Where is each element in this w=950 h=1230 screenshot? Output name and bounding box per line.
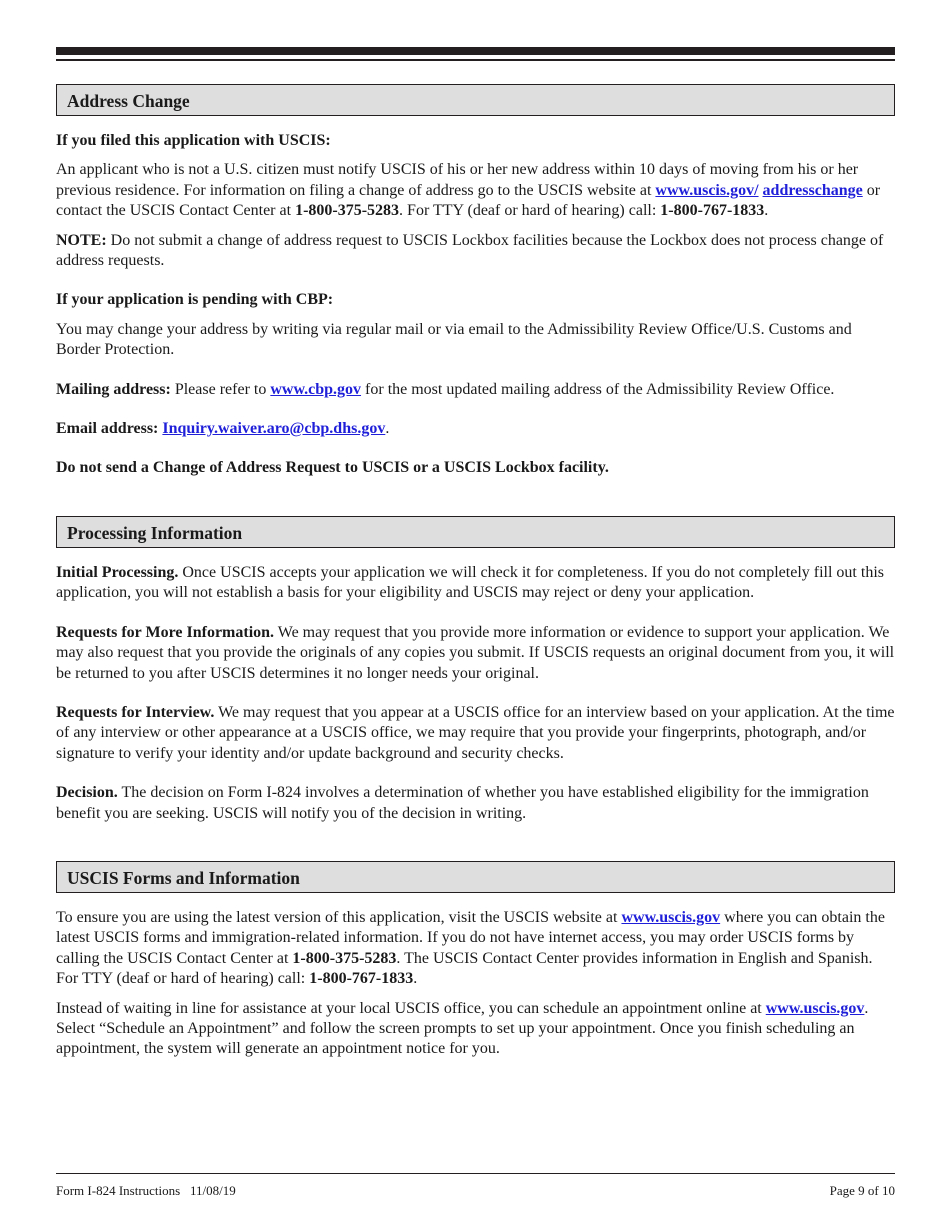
note-paragraph: NOTE: Do not submit a change of address request to USCIS Lockbox facilities because the Lockbox does not process change of address requests. [56,231,884,270]
interview-paragraph: Requests for Interview. We may request that you appear at a USCIS office for an interview based on your application. At the time of any interview or other appearance at a USCIS office, we may require that you provide your fingerprints, photograph, and/or signature to verify your identity and/or update background and security checks. [56,703,895,762]
contact-center-phone: 1-800-375-5283 [295,202,400,220]
top-rule-thin [56,59,895,61]
uscis-subhead: If you filed this application with USCIS: [56,132,331,149]
footer-rule [56,1173,895,1174]
cbp-subhead: If your application is pending with CBP: [56,291,334,309]
uscis-gov-appointment-link[interactable]: www.uscis.gov [765,999,865,1017]
more-information-paragraph: Requests for More Information. We may request that you provide more information or evidence to support your application. We may also request that you provide the originals of any copies you submit. If USCIS requests an original document from you, it will be returned to you after USCIS determines it no longer needs your original. [56,623,895,682]
cbp-paragraph: You may change your address by writing via regular mail or via email to the Admissibility Review Office/U.S. Customs and Border Protection. [56,320,852,359]
cbp-gov-link[interactable]: www.cbp.gov [270,380,362,398]
address-change-paragraph: An applicant who is not a U.S. citizen must notify USCIS of his or her new address within 10 days of moving from his or her previous residence. For information on filing a change of address go to the USCIS website at www.uscis.gov/ addresschange or contact the USCIS Contact Center at 1-800-375-5283. For TTY (deaf or hard of hearing) call: 1-800-767-1833. [56,161,881,220]
email-address-paragraph: Email address: Inquiry.waiver.aro@cbp.dhs.gov. [56,420,390,438]
document-content [56,84,895,1060]
forms-paragraph: To ensure you are using the latest version of this application, visit the USCIS website at www.uscis.gov where you can obtain the latest USCIS forms and immigration-related information. If you do not have internet access, you may order USCIS forms by calling the USCIS Contact Center at 1-800-375-5283. The USCIS Contact Center provides information in English and Spanish. For TTY (deaf or hard of hearing) call: 1-800-767-1833. [56,908,885,988]
section-header-address-change: Address Change [56,84,895,116]
uscis-gov-link[interactable]: www.uscis.gov [621,908,721,926]
initial-processing-paragraph: Initial Processing. Once USCIS accepts your application we will check it for completeness. If you do not completely fill out this application, you will not establish a basis for your eligibility and USCIS may reject or deny your application. [56,563,884,602]
document-page [56,0,895,1230]
footer-form-info: Form I-824 Instructions 11/08/19 [56,1183,236,1198]
footer-page-number: Page 9 of 10 [829,1183,895,1198]
mailing-address-paragraph: Mailing address: Please refer to www.cbp.gov for the most updated mailing address of the Admissibility Review Office. [56,380,835,398]
tty-phone: 1-800-767-1833 [660,202,765,220]
cbp-email-link[interactable]: Inquiry.waiver.aro@cbp.dhs.gov [162,420,386,438]
section-header-forms: USCIS Forms and Information [56,861,895,893]
decision-paragraph: Decision. The decision on Form I-824 involves a determination of whether you have established eligibility for the immigration benefit you are seeking. USCIS will notify you of the decision in writing. [56,784,869,822]
note-label: NOTE: [56,231,107,249]
addresschange-link-part1[interactable]: www.uscis.gov/ [655,181,759,199]
appointment-paragraph: Instead of waiting in line for assistance at your local USCIS office, you can schedule an appointment online at www.uscis.gov. Select “Schedule an Appointment” and follow the screen prompts to set up your appointment. Once you finish scheduling an appointment, the system will generate an appointment notice for you. [56,999,869,1058]
top-rule-thick [56,47,895,55]
section-header-processing: Processing Information [56,516,895,548]
lockbox-warning: Do not send a Change of Address Request to USCIS or a USCIS Lockbox facility. [56,459,609,477]
email-address-label: Email address: [56,420,163,438]
mailing-address-label: Mailing address: [56,380,171,398]
addresschange-link-part2[interactable]: addresschange [762,181,863,199]
